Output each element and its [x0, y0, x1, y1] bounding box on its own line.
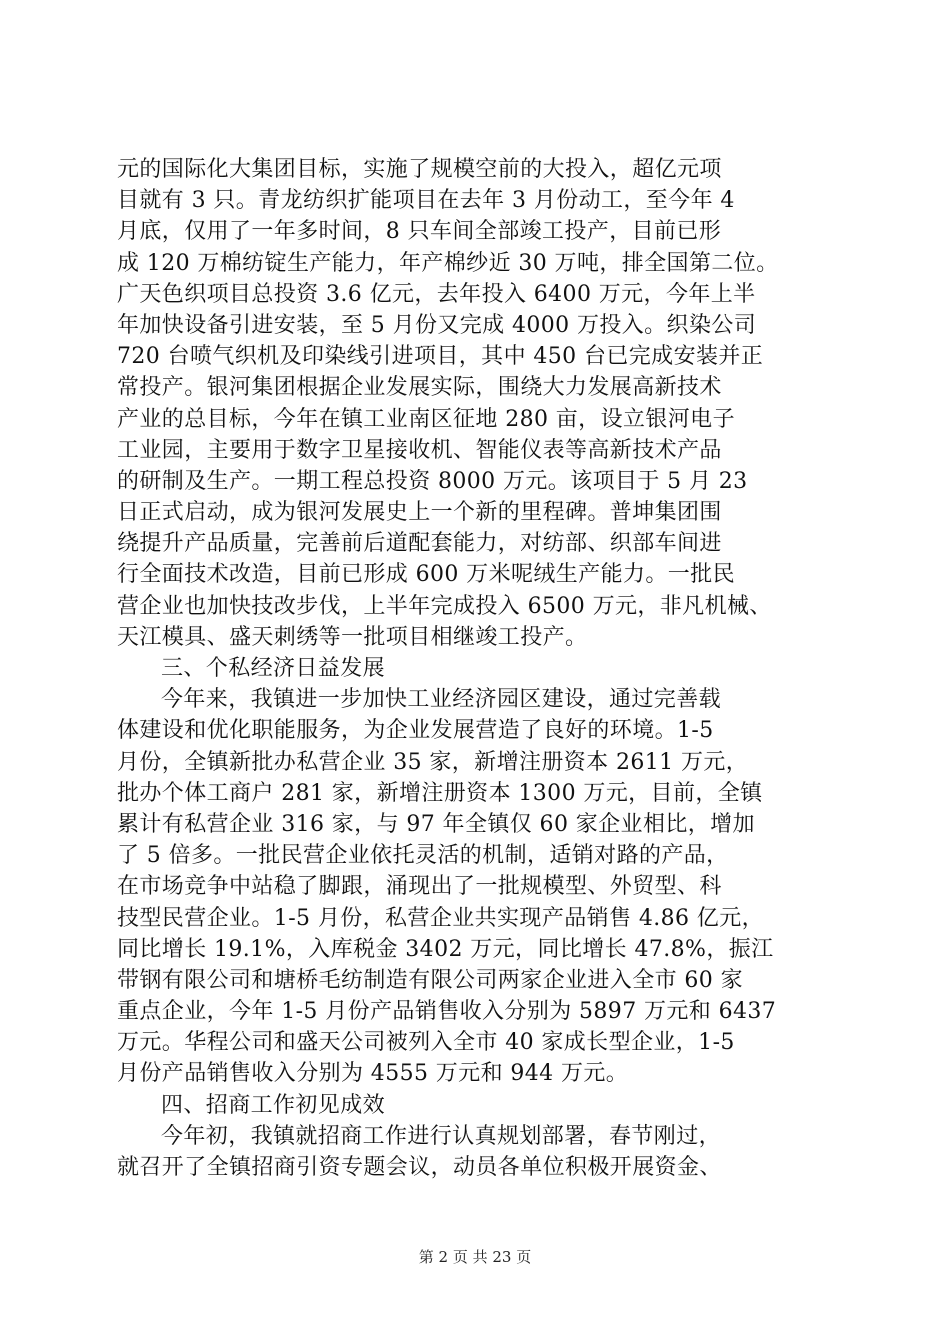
text-line: 720 台喷气织机及印染线引进项目，其中 450 台已完成安装并正	[117, 344, 764, 370]
section-heading: 四、招商工作初见成效	[161, 1092, 386, 1118]
body-text	[117, 154, 837, 1183]
section-heading: 三、个私经济日益发展	[161, 656, 386, 681]
text-line: 带钢有限公司和塘桥毛纺制造有限公司两家企业进入全市 60 家	[117, 967, 743, 993]
text-line: 成 120 万棉纺锭生产能力，年产棉纱近 30 万吨，排全国第二位。	[117, 250, 779, 276]
text-line: 工业园，主要用于数字卫星接收机、智能仪表等高新技术产品	[117, 437, 722, 463]
text-line: 月份产品销售收入分别为 4555 万元和 944 万元。	[117, 1061, 629, 1087]
text-line: 同比增长 19.1%，入库税金 3402 万元，同比增长 47.8%，振江	[117, 936, 774, 962]
text-line: 技型民营企业。1-5 月份，私营企业共实现产品销售 4.86 亿元，	[117, 905, 764, 931]
text-line: 绕提升产品质量，完善前后道配套能力，对纺部、织部车间进	[117, 531, 722, 557]
text-line: 日正式启动，成为银河发展史上一个新的里程碑。普坤集团围	[117, 500, 722, 526]
text-line: 体建设和优化职能服务，为企业发展营造了良好的环境。1-5	[117, 718, 714, 744]
text-line: 批办个体工商户 281 家，新增注册资本 1300 万元，目前，全镇	[117, 780, 763, 806]
text-line: 月份，全镇新批办私营企业 35 家，新增注册资本 2611 万元，	[117, 749, 749, 775]
text-line: 重点企业，今年 1-5 月份产品销售收入分别为 5897 万元和 6437	[117, 999, 777, 1025]
page-number-footer: 第 2 页 共 23 页	[418, 1248, 532, 1266]
text-line: 了 5 倍多。一批民营企业依托灵活的机制，适销对路的产品，	[117, 843, 729, 869]
text-line: 行全面技术改造，目前已形成 600 万米呢绒生产能力。一批民	[117, 562, 735, 588]
text-line: 万元。华程公司和盛天公司被列入全市 40 家成长型企业，1-5	[117, 1030, 735, 1056]
paragraph-start-line: 今年来，我镇进一步加快工业经济园区建设，通过完善载	[161, 687, 722, 713]
text-line: 广天色织项目总投资 3.6 亿元，去年投入 6400 万元，今年上半	[117, 281, 756, 307]
text-line: 年加快设备引进安装，至 5 月份又完成 4000 万投入。织染公司	[117, 312, 757, 338]
text-line: 就召开了全镇招商引资专题会议，动员各单位积极开展资金、	[117, 1155, 722, 1180]
text-line: 在市场竞争中站稳了脚跟，涌现出了一批规模型、外贸型、科	[117, 874, 722, 900]
text-line: 天江模具、盛天刺绣等一批项目相继竣工投产。	[117, 624, 588, 650]
paragraph-start-line: 今年初，我镇就招商工作进行认真规划部署，春节刚过，	[161, 1123, 722, 1149]
text-line: 累计有私营企业 316 家，与 97 年全镇仅 60 家企业相比，增加	[117, 811, 755, 837]
text-line: 元的国际化大集团目标，实施了规模空前的大投入，超亿元项	[117, 157, 722, 182]
text-line: 产业的总目标，今年在镇工业南区征地 280 亩，设立银河电子	[117, 406, 735, 432]
text-line: 月底，仅用了一年多时间，8 只车间全部竣工投产，目前已形	[117, 219, 722, 245]
text-line: 常投产。银河集团根据企业发展实际，围绕大力发展高新技术	[117, 375, 722, 401]
text-line: 营企业也加快技改步伐，上半年完成投入 6500 万元，非凡机械、	[117, 593, 772, 619]
text-line: 的研制及生产。一期工程总投资 8000 万元。该项目于 5 月 23	[117, 468, 748, 494]
text-line: 目就有 3 只。青龙纺织扩能项目在去年 3 月份动工，至今年 4	[117, 188, 735, 214]
